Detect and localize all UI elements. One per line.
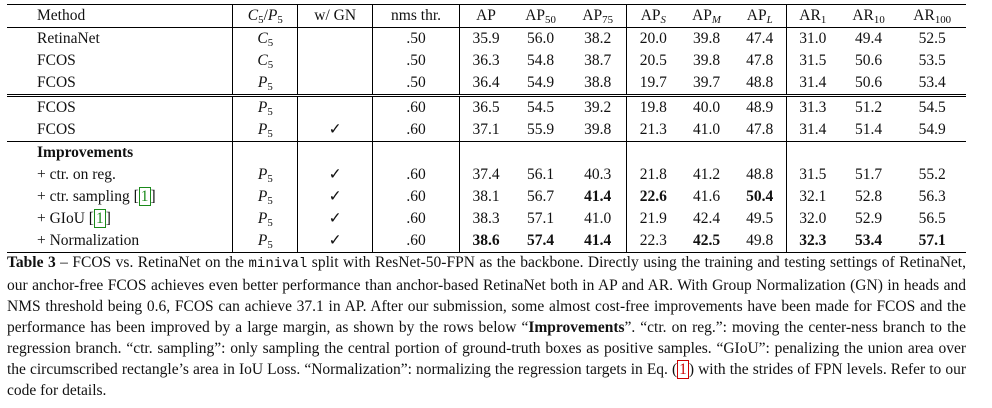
cell-method: + ctr. sampling [ 1 ]: [37, 188, 156, 205]
cell-value: 50.6: [855, 74, 883, 91]
cell-method: Improvements: [7, 142, 233, 165]
cell-value: 54.9: [918, 121, 946, 138]
caption-text: – FCOS vs. RetinaNet on the minival split with ResNet-50-FPN as the backbone. Directly using the training and testing settings of RetinaNet, our anchor-free FCOS achieves even better performance than anchor-based RetinaNet both in AP and AR. With Group Normalization (GN) in heads and NMS threshold being 0.6, FCOS can achieve 37.1 in AP. After our submission, some almost cost-free improvements have been made for FCOS and the performance has been improved by a large margin, as shown by the rows below “Improvements”. “ctr. on reg.”: moving the center-ness branch to the regression branch. “ctr. sampling”: only sampling the central portion of ground-truth boxes as positive samples. “GIoU”: penalizing the union area over the circumscribed rectangle’s area in IoU Loss. “Normalization”: normalizing the regression targets in Eq. ( 1 ) with the strides of FPN levels. Refer to our code for details.: [7, 254, 967, 399]
table-caption: [7, 252, 966, 401]
cell-method: FCOS: [37, 52, 76, 69]
cell-gn: [298, 28, 373, 51]
cell-value: [627, 142, 680, 165]
cell-value: [460, 142, 513, 165]
cell-value: [679, 142, 733, 165]
cell-nms: .60: [373, 96, 460, 120]
cell-c5p5: $C_5$: [233, 28, 298, 51]
table-row: [7, 230, 966, 253]
cell-gn: ✓: [298, 164, 373, 186]
cell-value: 41.2: [692, 166, 721, 183]
cell-value: 51.7: [855, 166, 883, 183]
cell-value: 41.0: [584, 210, 612, 227]
cell-value: 38.2: [584, 30, 612, 47]
cell-c5p5: $P_5$: [233, 119, 298, 142]
cell-value: 38.1: [460, 186, 513, 208]
cell-value: 51.2: [839, 96, 899, 120]
cell-value: 47.8: [746, 52, 774, 69]
cell-c5p5: $P_5$: [233, 186, 298, 208]
cell-value: 48.9: [734, 96, 787, 120]
results-table: [7, 4, 966, 253]
cell-value: 52.5: [918, 30, 946, 47]
table-row: [7, 142, 966, 165]
col-c5p5: $C_5/P_5$: [233, 5, 298, 28]
cell-value: 52.8: [855, 188, 883, 205]
cell-value: [734, 142, 787, 165]
col-apl: $AP_L$: [734, 5, 787, 28]
cell-nms: .50: [373, 28, 460, 51]
cell-c5p5: $P_5$: [233, 96, 298, 120]
cell-nms: .60: [373, 186, 460, 208]
table-row: [7, 28, 966, 51]
col-gn: w/ GN: [298, 5, 373, 28]
cell-method: RetinaNet: [37, 30, 100, 47]
table-row: [7, 119, 966, 142]
cell-value: 56.0: [526, 30, 555, 47]
cell-gn: [298, 72, 373, 96]
cell-c5p5: $C_5$: [233, 50, 298, 72]
cell-value: 47.4: [746, 30, 774, 47]
cell-value: 53.4: [839, 230, 899, 253]
cell-gn: ✓: [298, 208, 373, 230]
cell-value: 22.6: [627, 186, 680, 208]
table-header-row: [7, 5, 966, 28]
cell-value: 50.6: [855, 52, 883, 69]
col-nms: nms thr.: [373, 5, 460, 28]
table-row: [7, 50, 966, 72]
cell-gn: [298, 50, 373, 72]
cell-method: + Normalization: [7, 230, 233, 253]
cell-value: 48.8: [746, 74, 774, 91]
cell-value: 41.4: [569, 230, 627, 253]
cell-nms: .60: [373, 230, 460, 253]
cell-value: 49.4: [855, 30, 883, 47]
cell-value: 31.3: [786, 96, 839, 120]
cell-method: FCOS: [7, 96, 233, 120]
cell-value: [569, 142, 627, 165]
cell-value: 19.7: [627, 72, 680, 96]
cell-value: 49.5: [746, 210, 774, 227]
col-aps: $AP_S$: [627, 5, 680, 28]
cell-method: + GIoU [ 1 ]: [37, 210, 111, 227]
cell-value: 56.7: [526, 188, 555, 205]
cell-value: 31.4: [786, 72, 839, 96]
cell-gn: ✓: [298, 230, 373, 253]
table-row: [7, 164, 966, 186]
cell-nms: .50: [373, 72, 460, 96]
cell-value: [898, 142, 966, 165]
col-ap: AP: [460, 5, 513, 28]
cell-value: 54.5: [512, 96, 569, 120]
cell-value: 56.5: [918, 210, 946, 227]
caption-bold: Improvements: [528, 319, 625, 336]
cell-value: 31.5: [786, 50, 839, 72]
col-apm: $AP_M$: [679, 5, 733, 28]
cell-value: 20.0: [627, 28, 680, 51]
cell-value: 36.5: [460, 96, 513, 120]
cell-value: 41.6: [692, 188, 721, 205]
cell-value: 55.9: [526, 121, 555, 138]
cell-value: 49.8: [734, 230, 787, 253]
cell-value: 53.5: [918, 52, 946, 69]
col-method: Method: [7, 5, 233, 28]
col-ar10: $AR_{10}$: [839, 5, 899, 28]
cell-value: [786, 142, 839, 165]
cell-value: 57.1: [526, 210, 555, 227]
cell-nms: .50: [373, 50, 460, 72]
cell-value: 21.3: [627, 119, 680, 142]
cell-nms: .60: [373, 208, 460, 230]
cell-value: 35.9: [460, 28, 513, 51]
citation-link[interactable]: 1: [95, 210, 104, 227]
cell-value: 19.8: [627, 96, 680, 120]
cell-value: 39.8: [692, 52, 721, 69]
cell-value: 41.0: [692, 121, 721, 138]
cell-value: [839, 142, 899, 165]
cell-value: 36.4: [460, 72, 513, 96]
cell-value: 52.9: [855, 210, 883, 227]
cell-value: 37.1: [460, 119, 513, 142]
cell-gn: ✓: [298, 119, 373, 142]
cell-value: 21.9: [627, 208, 680, 230]
cell-c5p5: $P_5$: [233, 72, 298, 96]
cell-c5p5: $P_5$: [233, 164, 298, 186]
cell-value: 31.5: [786, 164, 839, 186]
cell-gn: ✓: [298, 186, 373, 208]
cell-method: + ctr. on reg.: [37, 166, 116, 183]
col-ap75: $AP_{75}$: [569, 5, 627, 28]
cell-c5p5: $P_5$: [233, 208, 298, 230]
col-ar1: $AR_1$: [786, 5, 839, 28]
cell-value: 53.4: [918, 74, 946, 91]
cell-value: 40.0: [679, 96, 733, 120]
cell-value: 54.8: [526, 52, 555, 69]
cell-value: 20.5: [627, 50, 680, 72]
cell-value: 37.4: [460, 164, 513, 186]
cell-value: 38.6: [460, 230, 513, 253]
table-row: [7, 186, 966, 208]
citation-link[interactable]: 1: [140, 188, 149, 205]
cell-value: 36.3: [460, 50, 513, 72]
cell-value: 56.3: [918, 188, 946, 205]
table-row: [7, 96, 966, 120]
cell-value: 32.1: [786, 186, 839, 208]
cell-value: 38.3: [460, 208, 513, 230]
caption-mono: minival: [248, 256, 308, 272]
cell-nms: [373, 142, 460, 165]
cell-value: 48.8: [746, 166, 774, 183]
caption-label: Table 3: [7, 254, 56, 271]
cell-value: 41.4: [584, 188, 612, 205]
cell-value: 39.7: [692, 74, 721, 91]
cell-method: FCOS: [37, 74, 76, 91]
cell-value: 40.3: [584, 166, 612, 183]
col-ap50: $AP_{50}$: [512, 5, 569, 28]
cell-value: 38.8: [584, 74, 612, 91]
cell-value: [512, 142, 569, 165]
cell-value: 56.1: [526, 166, 555, 183]
cell-gn: [298, 142, 373, 165]
cell-value: 21.8: [627, 164, 680, 186]
cell-value: 39.8: [692, 30, 721, 47]
cell-method: FCOS: [37, 121, 76, 138]
cell-value: 54.9: [526, 74, 555, 91]
table-row: [7, 72, 966, 96]
cell-value: 38.7: [584, 52, 612, 69]
cell-value: 31.4: [786, 119, 839, 142]
cell-value: 47.8: [746, 121, 774, 138]
cell-value: 54.5: [898, 96, 966, 120]
cell-value: 22.3: [627, 230, 680, 253]
cell-value: 51.4: [855, 121, 883, 138]
cell-value: 42.5: [679, 230, 733, 253]
cell-value: 32.3: [786, 230, 839, 253]
cell-value: 42.4: [692, 210, 721, 227]
cell-value: 55.2: [918, 166, 946, 183]
cell-c5p5: $P_5$: [233, 230, 298, 253]
cell-nms: .60: [373, 119, 460, 142]
cell-value: 50.4: [746, 188, 774, 205]
cell-nms: .60: [373, 164, 460, 186]
cell-gn: [298, 96, 373, 120]
equation-link[interactable]: 1: [679, 361, 687, 378]
cell-value: 57.1: [898, 230, 966, 253]
cell-value: 31.0: [786, 28, 839, 51]
cell-c5p5: [233, 142, 298, 165]
cell-value: 39.8: [584, 121, 612, 138]
cell-value: 32.0: [786, 208, 839, 230]
cell-value: 39.2: [569, 96, 627, 120]
cell-value: 57.4: [512, 230, 569, 253]
table-row: [7, 208, 966, 230]
col-ar100: $AR_{100}$: [898, 5, 966, 28]
